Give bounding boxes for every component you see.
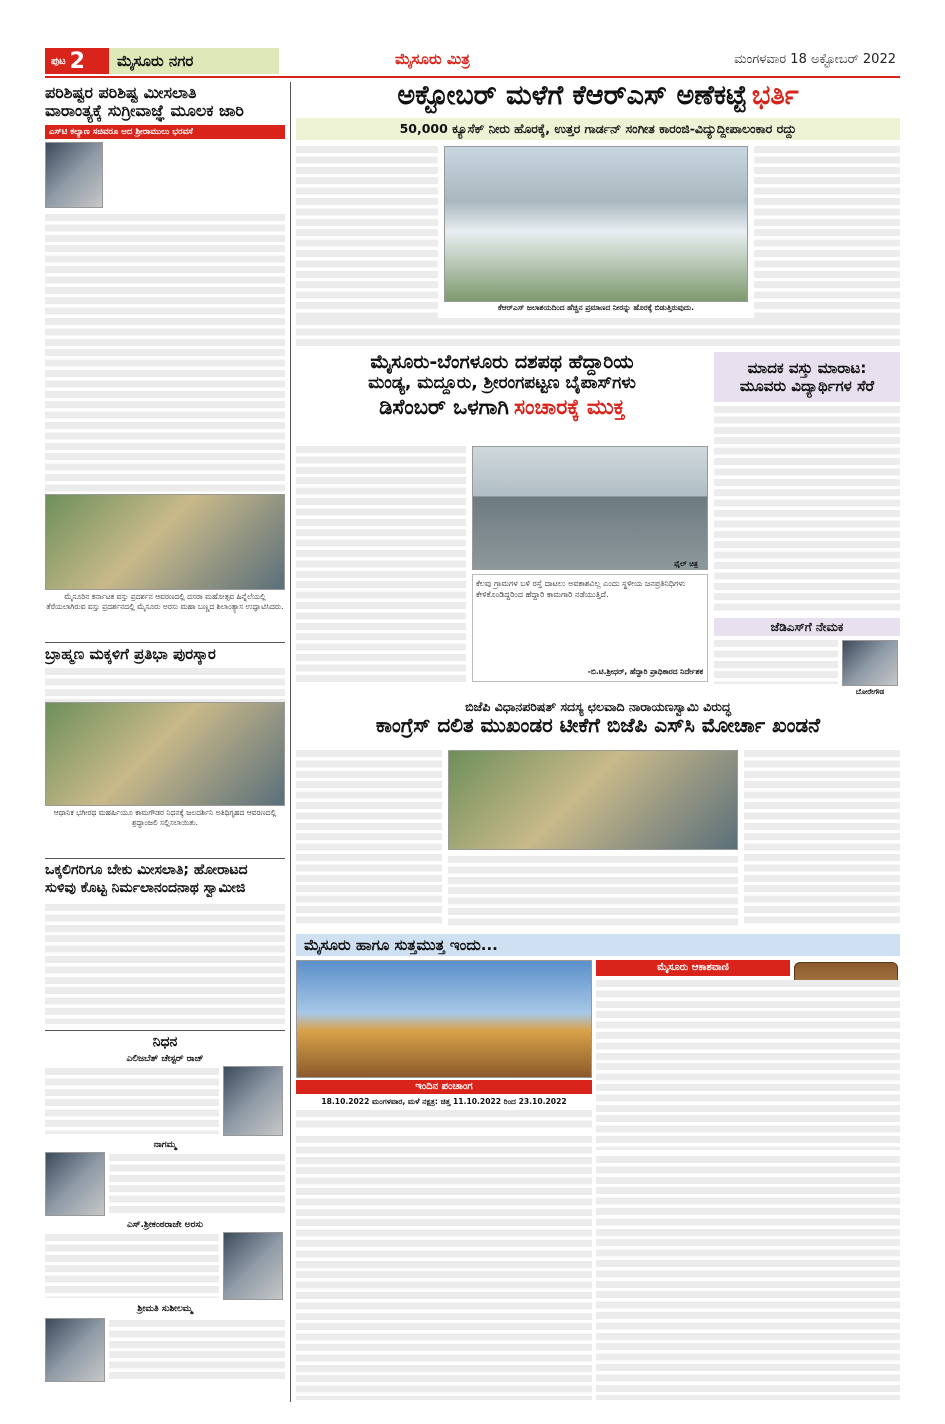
dam-photo-caption: ಕೆಆರ್‌ಎಸ್ ಜಲಾಶಯದಿಂದ ಹೆಚ್ಚಿನ ಪ್ರಮಾಣದ ನೀರನ್ನು ಹೊರಕ್ಕೆ ಬಿಡುತ್ತಿರುವುದು. — [497, 303, 694, 312]
section-name: ಮೈಸೂರು ನಗರ — [109, 48, 279, 74]
lead-body-bottom — [296, 318, 900, 348]
page-number-box — [45, 48, 109, 74]
tribute-photo — [45, 702, 285, 806]
divider — [45, 642, 285, 643]
jds-title: ಜೆಡಿಎಸ್‌ಗೆ ನೇಮಕ — [714, 618, 900, 636]
issue-date: ಮಂಗಳವಾರ 18 ಅಕ್ಟೋಬರ್ 2022 — [734, 52, 896, 67]
story1-lead-text — [107, 142, 285, 208]
left-column — [45, 82, 285, 1402]
jds-photo-caption: ಬೋರೇಗೌಡ — [855, 688, 885, 696]
story2-title: ಬ್ರಾಹ್ಮಣ ಮಕ್ಕಳಿಗೆ ಪ್ರತಿಭಾ ಪುರಸ್ಕಾರ — [45, 645, 216, 663]
lead-title: ಅಕ್ಟೋಬರ್ ಮಳೆಗೆ ಕೆಆರ್‌ಎಸ್ ಅಣೆಕಟ್ಟೆ — [397, 80, 747, 111]
highway-headline — [296, 352, 708, 440]
drugs-title-line1: ಮಾದಕ ವಸ್ತು ಮಾರಾಟ: — [747, 359, 867, 377]
page-number: 2 — [69, 48, 85, 74]
lead-body-col3 — [754, 146, 900, 332]
column-divider — [290, 82, 291, 1402]
events-list-left — [296, 1136, 592, 1400]
obituary-1-photo — [223, 1066, 283, 1136]
congress-body-col1 — [296, 750, 442, 926]
jds-body — [714, 640, 838, 684]
drugs-body — [714, 406, 900, 614]
highway-photo-label: ಫೈಲ್ ಚಿತ್ರ — [674, 560, 698, 568]
page-header — [45, 48, 900, 74]
drugs-headline-box — [714, 352, 900, 402]
congress-headline — [296, 700, 900, 746]
story1-body-text — [45, 214, 285, 494]
obituary-3-photo — [223, 1232, 283, 1300]
highway-quote: ಕೆಲವು ಗ್ರಾಮಗಳ ಬಳಿ ರಸ್ತೆ ದಾಟಲು ಅವಕಾಶವಿಲ್ಲ ಎಂದು ಸ್ಥಳೀಯ ಜನಪ್ರತಿನಿಧಿಗಳು ಕೇಳಿಕೊಂಡಿದ್ದರಿಂದ ಹೆದ್ದಾರಿ ಕಾಮಗಾರಿ ನಡೆಯುತ್ತಿದೆ. — [476, 579, 686, 599]
palace-photo — [296, 960, 592, 1078]
events-list-right — [596, 1156, 900, 1400]
panchanga-line: 18.10.2022 ಮಂಗಳವಾರ, ಮಳೆ ನಕ್ಷತ್ರ: ಚಿತ್ತ 11.10.2022 ರಿಂದ 23.10.2022 — [321, 1097, 567, 1106]
obituary-2-text — [109, 1154, 285, 1214]
obituary-4-photo — [45, 1318, 105, 1382]
lead-headline — [296, 80, 900, 114]
paper-name: ಮೈಸೂರು ಮಿತ್ರ — [395, 50, 470, 68]
panchanga-title: ಇಂದಿನ ಪಂಚಾಂಗ — [296, 1080, 592, 1094]
divider — [45, 1030, 285, 1031]
obituary-4-text — [109, 1320, 285, 1380]
story3-title-line2: ಸುಳಿವು ಕೊಟ್ಟ ನಿರ್ಮಲಾನಂದನಾಥ ಸ್ವಾಮೀಜಿ — [45, 880, 246, 896]
jds-photo — [842, 640, 898, 686]
highway-photo — [472, 446, 708, 570]
story1-kicker: ಎಸ್‌ಟಿ ಕಲ್ಯಾಣ ಸಚಿವರೂ ಆದ ಶ್ರೀರಾಮುಲು ಭರವಸೆ — [45, 125, 285, 139]
obituary-title: ನಿಧನ — [152, 1034, 178, 1050]
obituary-2-name: ನಾಗಮ್ಮ — [153, 1140, 177, 1150]
congress-kicker: ಬಿಜೆಪಿ ವಿಧಾನಪರಿಷತ್ ಸದಸ್ಯ ಛಲವಾದಿ ನಾರಾಯಣಸ್ವಾಮಿ ವಿರುದ್ಧ — [465, 700, 731, 714]
highway-title-main: ಡಿಸೆಂಬರ್ ಒಳಗಾಗಿ — [379, 395, 509, 420]
drugs-title-line2: ಮೂವರು ವಿದ್ಯಾರ್ಥಿಗಳ ಸೆರೆ — [739, 377, 875, 395]
minister-photo — [45, 142, 103, 208]
obituary-4-name: ಶ್ರೀಮತಿ ಸುಶೀಲಮ್ಮ — [137, 1304, 193, 1314]
header-rule — [45, 76, 900, 78]
press-meet-photo — [448, 750, 738, 850]
story1-title-line1: ಪರಿಶಿಷ್ಟರ ಪರಿಶಿಷ್ಟ ಮೀಸಲಾತಿ — [45, 83, 197, 102]
panchanga-body — [296, 1110, 592, 1130]
radio-schedule — [596, 980, 900, 1150]
lead-body-col1 — [296, 146, 438, 332]
story1-title-line2: ವಾರಾಂತ್ಯಕ್ಕೆ ಸುಗ್ರೀವಾಜ್ಞೆ ಮೂಲಕ ಜಾರಿ — [45, 101, 244, 121]
highway-title-line2: ಮಂಡ್ಯ, ಮದ್ದೂರು, ಶ್ರೀರಂಗಪಟ್ಟಣ ಬೈಪಾಸ್‌ಗಳು — [368, 372, 636, 393]
obituary-3-name: ಎಸ್.ಶ್ರೀಕಂಠರಾಜೇ ಅರಸು — [126, 1220, 203, 1230]
highway-title-line1: ಮೈಸೂರು-ಬೆಂಗಳೂರು ದಶಪಥ ಹೆದ್ದಾರಿಯ — [370, 352, 634, 373]
congress-title: ಕಾಂಗ್ರೆಸ್ ದಲಿತ ಮುಖಂಡರ ಟೀಕೆಗೆ ಬಿಜೆಪಿ ಎಸ್‌ಸಿ ಮೋರ್ಚಾ ಖಂಡನೆ — [375, 713, 821, 738]
divider — [45, 858, 285, 859]
highway-body-col1 — [296, 446, 466, 682]
obituary-3-text — [45, 1234, 219, 1298]
page-label: ಪುಟ — [51, 55, 66, 67]
congress-body-col3 — [744, 750, 900, 926]
dam-photo — [444, 146, 748, 302]
story3-body-text — [45, 904, 285, 1024]
highway-quote-author: -ಬಿ.ಟಿ.ಶ್ರೀಧರ್, ಹೆದ್ದಾರಿ ಪ್ರಾಧಿಕಾರದ ನಿರ್ದೇಶಕ — [587, 667, 703, 676]
events-title: ಮೈಸೂರು ಹಾಗೂ ಸುತ್ತಮುತ್ತ ಇಂದು... — [296, 934, 900, 956]
highway-title-highlight: ಸಂಚಾರಕ್ಕೆ ಮುಕ್ತ — [514, 395, 625, 420]
obituary-1-text — [45, 1068, 219, 1134]
congress-body-col2 — [448, 856, 738, 926]
story1-caption: ಮೈಸೂರಿನ ಕರ್ನಾಟಕ ವಸ್ತು ಪ್ರದರ್ಶನ ಆವರಣದಲ್ಲಿ ದಸರಾ ಮಹೋತ್ಸವ ಹಿನ್ನೆಲೆಯಲ್ಲಿ ತೆರೆಯಲಾಗಿರುವ ವಸ್ತು ಪ್ರದರ್ಶನದಲ್ಲಿ ಮೈಸೂರು ಅರಸು ಮಹಾ ಬಣ್ಣದ ಶಿಲಾಂತ್ಯಾಸ ಉದ್ಘಾಟಿಸಿದರು. — [46, 592, 284, 611]
obituary-2-photo — [45, 1152, 105, 1216]
radio-title: ಮೈಸೂರು ಆಕಾಶವಾಣಿ — [596, 960, 790, 976]
lead-title-highlight: ಭರ್ತಿ — [751, 80, 799, 111]
story3-title-line1: ಒಕ್ಕಲಿಗರಿಗೂ ಬೇಕು ಮೀಸಲಾತಿ; ಹೋರಾಟದ — [45, 862, 248, 878]
exhibition-photo — [45, 494, 285, 590]
lead-subtitle: 50,000 ಕ್ಯೂಸೆಕ್ ನೀರು ಹೊರಕ್ಕೆ, ಉತ್ತರ ಗಾರ್ಡನ್ ಸಂಗೀತ ಕಾರಂಜಿ-ವಿದ್ಯುದ್ದೀಪಾಲಂಕಾರ ರದ್ದು — [296, 118, 900, 140]
obituary-1-name: ಎಲಿಜಬೆತ್ ಚೇಸ್ಟರ್ ರಾಜ್ — [126, 1054, 204, 1064]
story2-caption: ಆಥಾನಿಕ ಭಗೀರಥ ಮಹರ್ಷಿಯೂ ಕಾಮಗೌಡರ ನಿಧನಕ್ಕೆ ಜಲದರ್ಶಿನಿ ಅತಿಥಿಗೃಹದ ಆವರಣದಲ್ಲಿ ಶ್ರದ್ಧಾಂಜಲಿ ಸಲ್ಲಿಸಲಾಯಿತು. — [53, 808, 277, 827]
highway-quote-box — [472, 574, 708, 682]
